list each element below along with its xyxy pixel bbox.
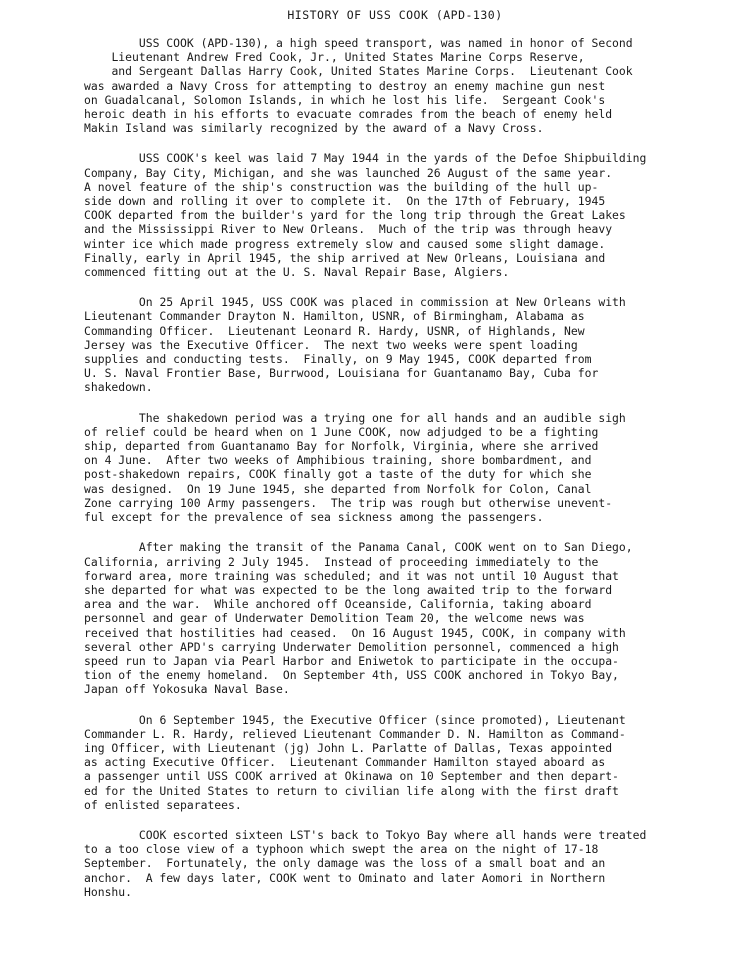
paragraph-namesake: USS COOK (APD-130), a high speed transport, was named in honor of Second Lieutenant Andrew Fred Cook, Jr., United States Marine Corps Reserve, and Sergeant Dallas Harry Cook, United States Marine Corps. Lieutenant Cook was awarded a Navy Cross for attempting to destroy an enemy machine gun nest on Guadalcanal, Solomon Islands, in which he lost his life. Sergeant Cook's heroic death in his efforts to evacuate comrades from the beach of enemy held Makin Island was similarly recognized by the award of a Navy Cross.: [84, 36, 633, 136]
paragraph-panama-and-occupation: After making the transit of the Panama Canal, COOK went on to San Diego, California, arriving 2 July 1945. Instead of proceeding immediately to the forward area, more training was scheduled; and it was not until 10 August that she departed for what was expected to be the long awaited trip to the forward area and the war. While anchored off Oceanside, California, taking aboard personnel and gear of Underwater Demolition Team 20, the welcome news was received that hostilities had ceased. On 16 August 1945, COOK, in company with several other APD's carrying Underwater Demolition personnel, commenced a high speed run to Japan via Pearl Harbor and Eniwetok to participate in the occupa- tion of the enemy homeland. On September 4th, USS COOK anchored in Tokyo Bay, Japan off Yokosuka Naval Base.: [84, 540, 633, 697]
paragraph-typhoon: COOK escorted sixteen LST's back to Tokyo Bay where all hands were treated to a too close view of a typhoon which swept the area on the night of 17-18 September. Fortunately, the only damage was the loss of a small boat and an anchor. A few days later, COOK went to Ominato and later Aomori in Northern Honshu.: [84, 827, 647, 899]
paragraph-construction: USS COOK's keel was laid 7 May 1944 in the yards of the Defoe Shipbuilding Company, Bay City, Michigan, and she was launched 26 August of the same year. A novel feature of the ship's construction was the building of the hull up- side down and rolling it over to complete it. On the 17th of February, 1945 COOK departed from the builder's yard for the long trip through the Great Lakes and the Mississippi River to New Orleans. Much of the trip was through heavy winter ice which made progress extremely slow and caused some slight damage. Finally, early in April 1945, the ship arrived at New Orleans, Louisiana and commenced fitting out at the U. S. Naval Repair Base, Algiers.: [84, 151, 647, 280]
paragraph-commissioning: On 25 April 1945, USS COOK was placed in commission at New Orleans with Lieutenant Commander Drayton N. Hamilton, USNR, of Birmingham, Alabama as Commanding Officer. Lieutenant Leonard R. Hardy, USNR, of Highlands, New Jersey was the Executive Officer. The next two weeks were spent loading supplies and conducting tests. Finally, on 9 May 1945, COOK departed from U. S. Naval Frontier Base, Burrwood, Louisiana for Guantanamo Bay, Cuba for shakedown.: [84, 295, 626, 395]
document-title: HISTORY OF USS COOK (APD-130): [287, 8, 503, 22]
paragraph-shakedown: The shakedown period was a trying one for all hands and an audible sigh of relief could be heard when on 1 June COOK, now adjudged to be a fighting ship, departed from Guantanamo Bay for Norfolk, Virginia, where she arrived on 4 June. After two weeks of Amphibious training, shore bombardment, and post-shakedown repairs, COOK finally got a taste of the duty for which she was designed. On 19 June 1945, she departed from Norfolk for Colon, Canal Zone carrying 100 Army passengers. The trip was rough but otherwise unevent- ful except for the prevalence of sea sickness among the passengers.: [84, 410, 626, 525]
paragraph-command-change: On 6 September 1945, the Executive Officer (since promoted), Lieutenant Commander L. R. Hardy, relieved Lieutenant Commander D. N. Hamilton as Command- ing Officer, with Lieutenant (jg) John L. Parlatte of Dallas, Texas appointed as acting Executive Officer. Lieutenant Commander Hamilton stayed aboard as a passenger until USS COOK arrived at Okinawa on 10 September and then depart- ed for the United States to return to civilian life along with the first draft of enlisted separatees.: [84, 712, 626, 812]
